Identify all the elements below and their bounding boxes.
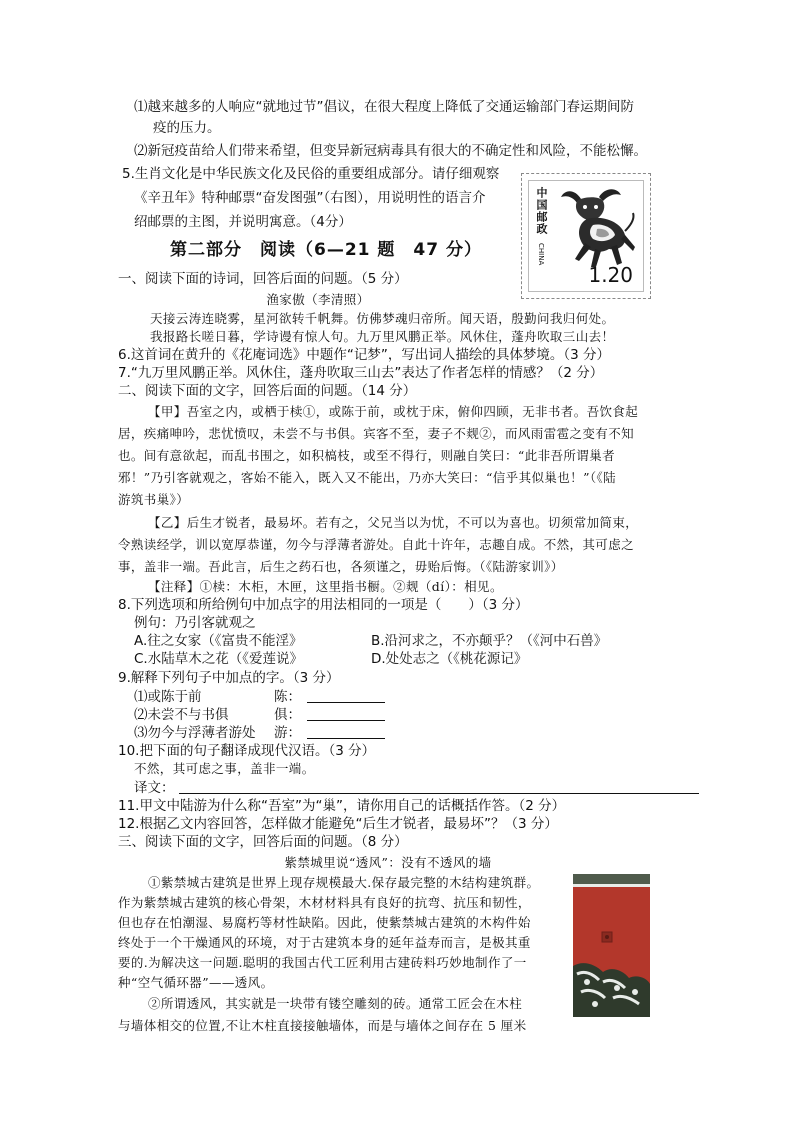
- q6: 6.这首词在黄升的《花庵词选》中题作“记梦”，写出词人描绘的具体梦境。（3 分）: [118, 347, 610, 363]
- jia-line4: 邪！”乃引客就观之，客始不能入，既入又不能出，乃亦大笑曰：“信乎其似巢也！”（《陆: [118, 470, 617, 485]
- p1-line5: 要的.为解决这一问题.聪明的我国古代工匠利用古建砖料巧妙地制作了一: [118, 955, 527, 970]
- q5-line1: 5.生肖文化是中华民族文化及民俗的重要组成部分。请仔细观察: [122, 166, 500, 182]
- q8-option-d[interactable]: D.处处志之（《桃花源记》: [371, 651, 528, 667]
- q10-sentence: 不然，其可虑之事，盖非一端。: [134, 761, 315, 776]
- p1-line6: 种“空气循环器”——透风。: [118, 975, 274, 990]
- q9: 9.解释下列句子中加点的字。（3 分）: [118, 670, 340, 686]
- q11: 11.甲文中陆游为什么称“吾室”为“巢”，请你用自己的话概括作答。（2 分）: [118, 798, 566, 814]
- q9-1-answer[interactable]: [274, 688, 385, 706]
- jia-line3: 也。间有意欲起，而乱书围之，如积槁枝，或至不得行，则融自笑曰：“此非吾所谓巢者: [118, 448, 615, 463]
- poem-line1: 天接云涛连晓雾，星河欲转千帆舞。仿佛梦魂归帝所。闻天语，殷勤问我归何处。: [150, 311, 615, 326]
- note: 【注释】①椟：木柜，木匣，这里指书橱。②觌（dí）：相见。: [148, 579, 503, 594]
- article-title: 紫禁城里说“透风”：没有不透风的墙: [284, 855, 492, 870]
- p1-line4: 终处于一个干燥通风的环境，对于古建筑本身的延年益寿而言，是极其重: [118, 935, 531, 950]
- q9-2-answer[interactable]: [274, 706, 385, 724]
- item-1-line2: 疫的压力。: [153, 120, 221, 136]
- q10-answer[interactable]: [134, 779, 699, 797]
- stamp-value: 1.20: [588, 263, 633, 287]
- poem-line2: 我报路长嗟日暮，学诗谩有惊人句。九万里风鹏正举。风休住，蓬舟吹取三山去！: [150, 329, 615, 344]
- q8-option-c[interactable]: C.水陆草木之花（《爱莲说》: [134, 651, 303, 667]
- yi-line2: 令熟读经学，训以宽厚恭谨，勿今与浮薄者游处。自此十许年，志趣自成。不然，其可虑之: [118, 537, 635, 552]
- stamp-image: [521, 173, 651, 299]
- q9-3-char: 游：: [274, 725, 301, 741]
- p2-line2: 与墙体相交的位置,不让木柱直接接触墙体，而是与墙体之间存在 5 厘米: [118, 1018, 527, 1033]
- q10-answer-line[interactable]: [179, 779, 699, 794]
- item-1-line1: ⑴越来越多的人响应“就地过节”倡议，在很大程度上降低了交通运输部门春运期间防: [134, 99, 634, 115]
- jia-line2: 居，疾痛呻吟，悲忧愤叹，未尝不与书俱。宾客不至，妻子不觌②，而风雨雷雹之变有不知: [118, 426, 635, 441]
- q8-option-a[interactable]: A.往之女家（《富贵不能淫》: [134, 633, 303, 649]
- ox-icon: [551, 185, 637, 271]
- sec3-heading: 三、阅读下面的文字，回答后面的问题。（8 分）: [118, 834, 408, 850]
- q8-example: 例句：乃引客就观之: [134, 615, 256, 631]
- sec1-heading: 一、阅读下面的诗词，回答后面的问题。（5 分）: [118, 271, 408, 287]
- jia-line5: 游筑书巢》）: [118, 492, 190, 507]
- part2-title: 第二部分 阅读（6—21 题 47 分）: [170, 240, 482, 260]
- q5-line2: 《辛丑年》特种邮票“奋发图强”（右图），用说明性的语言介: [134, 190, 486, 206]
- q9-1-char: 陈：: [274, 689, 301, 705]
- q9-2-blank[interactable]: [307, 706, 385, 721]
- q8-option-b[interactable]: B.沿河求之，不亦颠乎？（《河中石兽》: [371, 633, 608, 649]
- q8: 8.下列选项和所给例句中加点字的用法相同的一项是（ ）（3 分）: [118, 597, 529, 613]
- poem-title: 渔家傲（李清照）: [266, 292, 370, 307]
- jia-line1: 【甲】吾室之内，或栖于椟①，或陈于前，或枕于床，俯仰四顾，无非书者。吾饮食起: [148, 404, 639, 419]
- stamp-country: 中国邮政: [535, 187, 548, 235]
- q9-1-sentence: ⑴或陈于前: [134, 689, 202, 705]
- yi-line3: 事，盖非一端。吾此言，后生之药石也，各须谨之，毋贻后悔。（《陆游家训》）: [118, 559, 564, 574]
- q9-3-sentence: ⑶勿今与浮薄者游处: [134, 725, 256, 741]
- yi-line1: 【乙】后生才锐者，最易坏。若有之，父兄当以为忧，不可以为喜也。切须常加简束，: [148, 515, 639, 530]
- q9-2-char: 俱：: [274, 707, 301, 723]
- q9-3-blank[interactable]: [307, 724, 385, 739]
- wall-photo: [573, 874, 650, 1017]
- q12: 12.根据乙文内容回答，怎样做才能避免“后生才锐者，最易坏”？（3 分）: [118, 816, 558, 832]
- sec2-heading: 二、阅读下面的文字，回答后面的问题。（14 分）: [118, 383, 417, 399]
- item-2: ⑵新冠疫苗给人们带来希望，但变异新冠病毒具有很大的不确定性和风险，不能松懈。: [134, 143, 647, 159]
- q9-3-answer[interactable]: [274, 724, 385, 742]
- q5-line3: 绍邮票的主图，并说明寓意。（4分）: [134, 214, 352, 230]
- stamp-frame: [528, 180, 644, 292]
- q10-answer-label: 译文：: [134, 780, 175, 796]
- stamp-sub: CHINA: [537, 243, 545, 266]
- q9-2-sentence: ⑵未尝不与书俱: [134, 707, 229, 723]
- q9-1-blank[interactable]: [307, 688, 385, 703]
- p2-line1: ②所谓透风，其实就是一块带有镂空雕刻的砖。通常工匠会在木柱: [148, 996, 523, 1011]
- p1-line3: 但也存在怕潮湿、易腐朽等材性缺陷。因此，使紫禁城古建筑的木构件始: [118, 915, 531, 930]
- q10: 10.把下面的句子翻译成现代汉语。（3 分）: [118, 743, 376, 759]
- q7: 7.“九万里风鹏正举。风休住，蓬舟吹取三山去”表达了作者怎样的情感？（2 分）: [118, 365, 604, 381]
- p1-line2: 作为紫禁城古建筑的核心骨架，木材材料具有良好的抗弯、抗压和韧性，: [118, 895, 531, 910]
- p1-line1: ①紫禁城古建筑是世界上现存规模最大.保存最完整的木结构建筑群。: [148, 875, 540, 890]
